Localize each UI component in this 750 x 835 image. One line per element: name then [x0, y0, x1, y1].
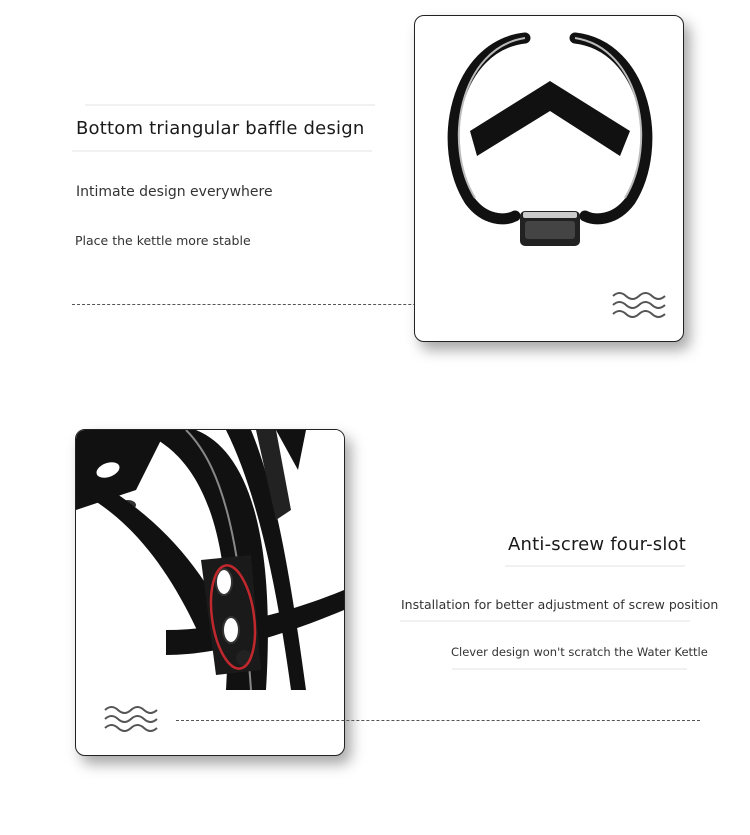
section2-line1: Installation for better adjustment of screw position	[401, 597, 719, 612]
faint-rule	[505, 565, 685, 567]
faint-rule	[400, 620, 690, 622]
section2-title: Anti-screw four-slot	[508, 534, 687, 555]
wave-icon	[103, 705, 159, 735]
product-image-card-top	[414, 15, 684, 342]
section1-line2: Place the kettle more stable	[75, 233, 251, 248]
faint-rule	[72, 150, 372, 152]
dashed-divider	[176, 720, 700, 721]
section1-line1: Intimate design everywhere	[76, 184, 273, 200]
product-image-card-bottom	[75, 429, 345, 756]
wave-icon	[611, 291, 667, 321]
section2-line2: Clever design won't scratch the Water Kettle	[451, 645, 708, 659]
section1-title: Bottom triangular baffle design	[76, 118, 365, 139]
faint-rule	[85, 104, 375, 106]
faint-rule	[452, 668, 687, 670]
